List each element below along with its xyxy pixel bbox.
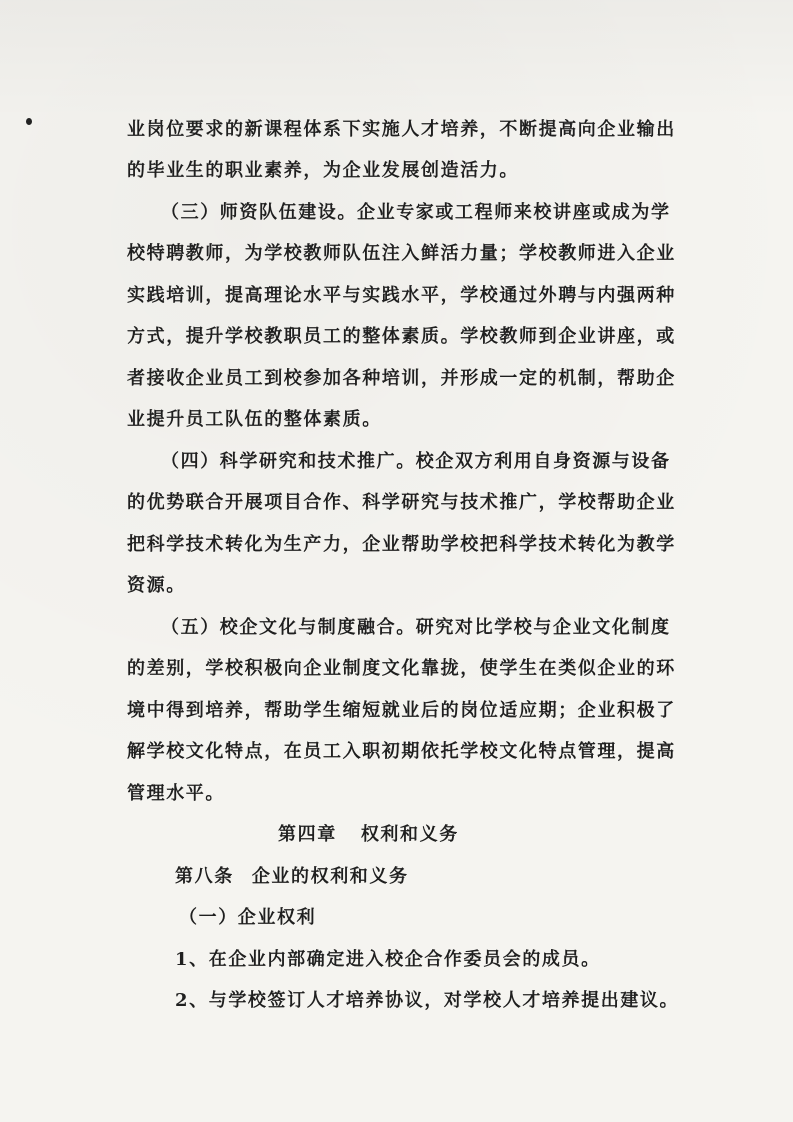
- body-line-8: 业提升员工队伍的整体素质。: [127, 409, 382, 430]
- body-line-6: 方式，提升学校教职员工的整体素质。学校教师到企业讲座，或: [127, 326, 676, 347]
- section-heading: （一）企业权利: [179, 907, 317, 928]
- body-line-17: 管理水平。: [127, 783, 225, 804]
- article-heading: [175, 865, 409, 889]
- body-line-2: 的毕业生的职业素养，为企业发展创造活力。: [127, 160, 519, 181]
- body-line-11: 把科学技术转化为生产力，企业帮助学校把科学技术转化为教学: [127, 534, 676, 555]
- list-item-1: 1、在企业内部确定进入校企合作委员会的成员。: [175, 949, 601, 970]
- body-line-5: 实践培训，提高理论水平与实践水平，学校通过外聘与内强两种: [127, 285, 676, 306]
- body-line-12: 资源。: [127, 575, 186, 596]
- chapter-number: 第四章: [278, 824, 337, 845]
- body-line-9: （四）科学研究和技术推广。校企双方利用自身资源与设备: [161, 451, 671, 472]
- body-line-15: 境中得到培养，帮助学生缩短就业后的岗位适应期；企业积极了: [127, 700, 676, 721]
- list-item-2: 2、与学校签订人才培养协议，对学校人才培养提出建议。: [175, 990, 680, 1011]
- body-line-14: 的差别，学校积极向企业制度文化靠拢，使学生在类似企业的环: [127, 658, 676, 679]
- scan-mark: [26, 118, 32, 125]
- chapter-title: 权利和义务: [360, 824, 459, 845]
- body-line-7: 者接收企业员工到校参加各种培训，并形成一定的机制，帮助企: [127, 368, 676, 389]
- body-line-13: （五）校企文化与制度融合。研究对比学校与企业文化制度: [161, 617, 671, 638]
- article-title: 企业的权利和义务: [251, 866, 409, 887]
- body-line-4: 校特聘教师，为学校教师队伍注入鲜活力量；学校教师进入企业: [127, 243, 676, 264]
- article-number: 第八条: [175, 866, 234, 887]
- body-line-3: （三）师资队伍建设。企业专家或工程师来校讲座或成为学: [161, 202, 671, 223]
- body-line-10: 的优势联合开展项目合作、科学研究与技术推广，学校帮助企业: [127, 492, 676, 513]
- chapter-heading: [278, 823, 459, 847]
- body-line-1: 业岗位要求的新课程体系下实施人才培养，不断提高向企业输出: [127, 119, 676, 140]
- body-line-16: 解学校文化特点，在员工入职初期依托学校文化特点管理，提高: [127, 741, 676, 762]
